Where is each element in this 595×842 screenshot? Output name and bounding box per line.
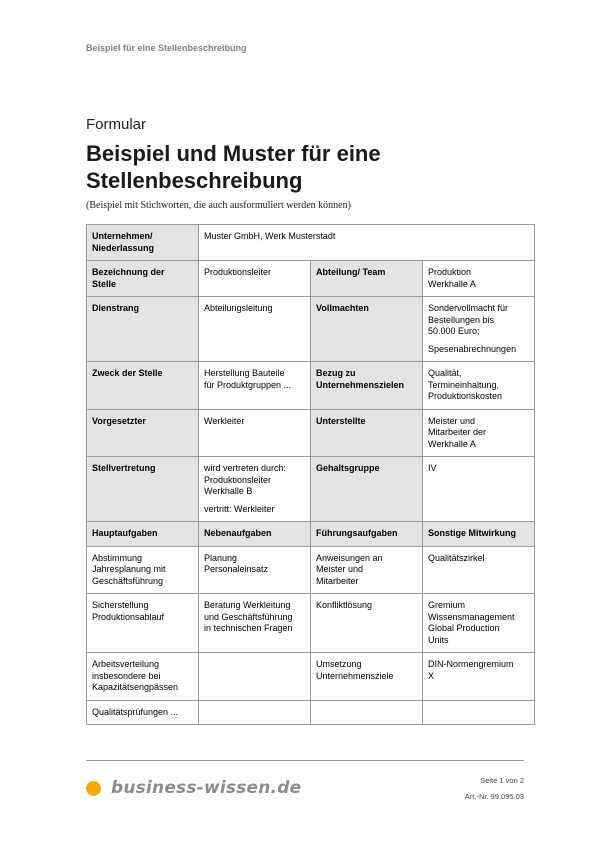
purpose-value <box>199 362 311 410</box>
text-line: Meister und <box>428 415 476 426</box>
salary-value <box>423 457 535 522</box>
table-row <box>87 546 535 594</box>
department-label <box>311 261 423 297</box>
job-description-table <box>86 224 535 725</box>
deputy-value-extra <box>204 504 305 516</box>
text-line: DIN-Normengremium <box>428 659 514 669</box>
text-line: in technischen Fragen <box>204 623 293 633</box>
text-line: Planung <box>204 552 238 563</box>
text-line: Wissensmanagement <box>428 611 515 622</box>
page-number: Seite 1 von 2 <box>480 776 524 785</box>
task-cell <box>423 653 535 701</box>
text-line: Abteilungsleitung <box>204 303 273 313</box>
task-cell <box>87 594 199 653</box>
task-cell <box>311 546 423 594</box>
tasks-header-row <box>87 522 535 547</box>
text-line: Qualitätsprüfungen ... <box>92 706 179 717</box>
text-line: Stelle <box>92 278 117 289</box>
deputy-value <box>199 457 311 522</box>
text-line: Abteilung/ Team <box>316 267 386 277</box>
text-line: Bezug zu <box>316 368 356 378</box>
authority-value-extra <box>428 344 529 356</box>
tasks-header-secondary: Nebenaufgaben <box>199 522 311 547</box>
company-label <box>87 225 199 261</box>
text-line: Muster GmbH, Werk Musterstadt <box>204 231 336 241</box>
table-row <box>87 594 535 653</box>
task-cell <box>423 546 535 594</box>
text-line: Spesenabrechnungen <box>428 343 517 354</box>
subordinates-label <box>311 409 423 457</box>
row-company <box>87 225 535 261</box>
text-line: insbesondere bei <box>92 670 161 681</box>
task-cell <box>199 700 311 725</box>
text-line: Unternehmensziele <box>316 670 394 681</box>
text-line: Sicherstellung <box>92 600 149 610</box>
logo-dot-icon <box>86 781 101 796</box>
text-line: Beratung Werkleitung <box>204 600 291 610</box>
task-cell <box>311 700 423 725</box>
rank-value <box>199 297 311 362</box>
text-line: Unternehmen/ <box>92 231 153 241</box>
text-line: Termineinhaltung, <box>428 379 500 390</box>
text-line: Produktionsleiter <box>204 474 272 485</box>
text-line: Unterstellte <box>316 415 366 426</box>
task-cell <box>311 594 423 653</box>
text-line: Global Production <box>428 623 500 633</box>
text-line: Produktionsablauf <box>92 611 165 622</box>
text-line: und Geschäftsführung <box>204 611 293 622</box>
logo-text: business-wissen.de <box>111 778 302 798</box>
page-subtitle: (Beispiel mit Stichworten, die auch ausformuliert werden können) <box>86 200 351 211</box>
text-line: Vorgesetzter <box>92 415 146 426</box>
task-cell <box>199 653 311 701</box>
text-line: Werkhalle A <box>428 278 476 289</box>
text-line: Werkhalle A <box>428 438 476 449</box>
row-position <box>87 261 535 297</box>
position-value <box>199 261 311 297</box>
text-line: Produktionskosten <box>428 391 503 401</box>
text-line: Anweisungen an <box>316 552 383 563</box>
rank-label <box>87 297 199 362</box>
authority-value-main <box>428 303 529 338</box>
deputy-label <box>87 457 199 522</box>
deputy-value-main <box>204 463 305 498</box>
text-line: X <box>428 670 435 681</box>
text-line: Stellvertretung <box>92 463 156 473</box>
tasks-header-other: Sonstige Mitwirkung <box>423 522 535 547</box>
subordinates-value <box>423 409 535 457</box>
superior-label <box>87 409 199 457</box>
text-line: Sondervollmacht für <box>428 303 509 313</box>
row-rank <box>87 297 535 362</box>
task-cell <box>311 653 423 701</box>
task-cell <box>199 594 311 653</box>
text-line: Units <box>428 634 449 645</box>
text-line: für Produktgruppen ... <box>204 379 292 390</box>
brand-logo[interactable] <box>86 777 301 799</box>
text-line: Werkleiter <box>204 415 245 426</box>
text-line: Bezeichnung der <box>92 267 165 277</box>
text-line: Werkhalle B <box>204 486 253 496</box>
position-label <box>87 261 199 297</box>
text-line: Arbeitsverteilung <box>92 659 160 669</box>
text-line: Qualität, <box>428 368 462 378</box>
row-superior <box>87 409 535 457</box>
text-line: Geschäftsführung <box>92 575 164 586</box>
task-cell <box>87 653 199 701</box>
company-value <box>199 225 535 261</box>
row-purpose <box>87 362 535 410</box>
table-row <box>87 700 535 725</box>
text-line: Meister und <box>316 564 364 574</box>
text-line: Konfliktlösung <box>316 600 373 610</box>
task-cell <box>199 546 311 594</box>
text-line: Herstellung Bauteile <box>204 368 285 378</box>
text-line: wird vertreten durch: <box>204 463 287 473</box>
footer-divider <box>86 760 524 761</box>
text-line: Vollmachten <box>316 303 369 313</box>
document-type: Formular <box>86 116 147 133</box>
department-value <box>423 261 535 297</box>
task-cell <box>423 700 535 725</box>
text-line: vertritt: Werkleiter <box>204 503 275 514</box>
salary-label <box>311 457 423 522</box>
tasks-header-main: Hauptaufgaben <box>87 522 199 547</box>
text-line: Kapazitätsengpässen <box>92 682 179 692</box>
authority-value <box>423 297 535 362</box>
text-line: Mitarbeiter <box>316 575 359 586</box>
text-line: Gehaltsgruppe <box>316 463 380 473</box>
text-line: Abstimmung <box>92 552 143 563</box>
text-line: Produktionsleiter <box>204 267 272 277</box>
text-line: Qualitätszirkel <box>428 552 485 563</box>
text-line: Produktion <box>428 267 472 277</box>
text-line: Mitarbeiter der <box>428 427 487 437</box>
text-line: Jahresplanung mit <box>92 564 166 574</box>
page-info <box>465 773 524 805</box>
text-line: Gremium <box>428 600 466 610</box>
text-line: 50.000 Euro; <box>428 326 480 336</box>
row-deputy <box>87 457 535 522</box>
task-cell <box>87 700 199 725</box>
tasks-header-leadership: Führungsaufgaben <box>311 522 423 547</box>
article-number: Art.-Nr. 99.095.03 <box>464 792 524 801</box>
purpose-label <box>87 362 199 410</box>
page-title: Beispiel und Muster für eine Stellenbeschreibung <box>86 141 381 193</box>
goals-value <box>423 362 535 410</box>
task-cell <box>423 594 535 653</box>
goals-label <box>311 362 423 410</box>
superior-value <box>199 409 311 457</box>
text-line: Umsetzung <box>316 659 362 669</box>
text-line: Personaleinsatz <box>204 564 269 574</box>
running-header: Beispiel für eine Stellenbeschreibung <box>86 43 247 53</box>
text-line: Bestellungen bis <box>428 314 495 325</box>
table-row <box>87 653 535 701</box>
text-line: Niederlassung <box>92 242 155 253</box>
text-line: Zweck der Stelle <box>92 368 163 378</box>
text-line: Unternehmenszielen <box>316 379 405 390</box>
text-line: IV <box>428 463 437 473</box>
authority-label <box>311 297 423 362</box>
task-cell <box>87 546 199 594</box>
text-line: Dienstrang <box>92 303 140 313</box>
